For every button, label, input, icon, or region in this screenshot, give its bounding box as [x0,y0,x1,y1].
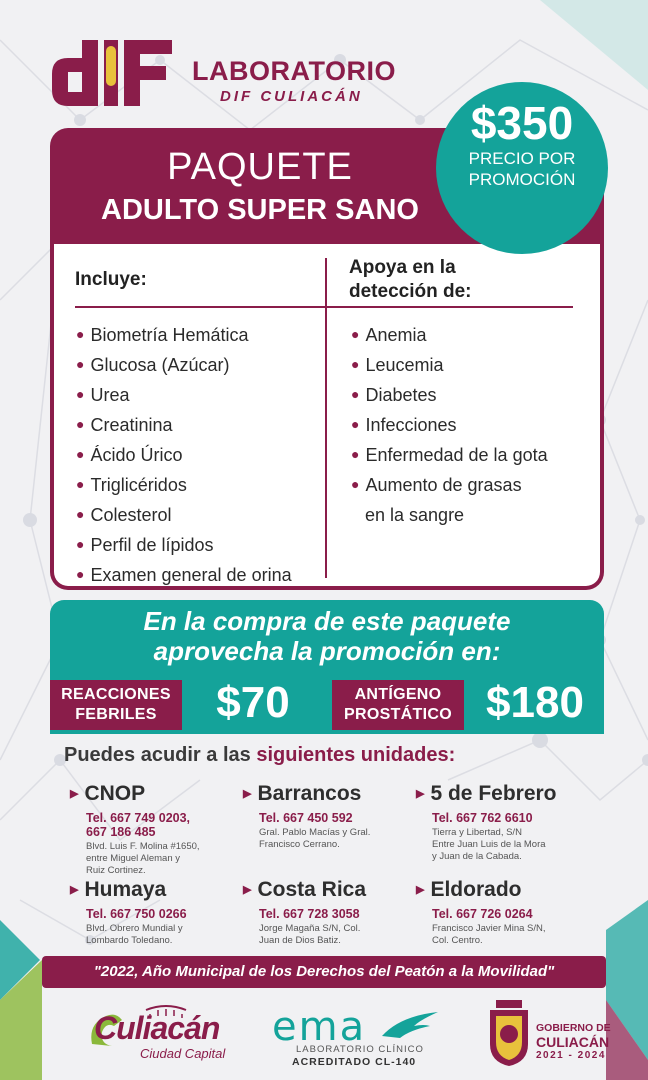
bullet-icon: ● [76,476,85,492]
dif-logo [48,36,176,110]
price-badge [436,82,608,254]
list-item: ● Leucemia [351,355,444,375]
triangle-icon: ▶ [243,788,252,800]
culiacan-wordmark: Culiacán [94,1010,220,1046]
bullet-icon: ● [351,356,360,372]
package-name: ADULTO SUPER SANO [101,194,419,226]
list-item: ● Enfermedad de la gota [351,445,548,465]
includes-list [76,321,292,591]
bullet-icon: ● [76,386,85,402]
list-item: ● Creatinina [76,415,173,435]
unit-humaya: ▶ Humaya Tel. 667 750 0266 Blvd. Obrero Mundial y Lombardo Toledano. [70,878,187,946]
slogan: "2022, Año Municipal de los Derechos del Peatón a la Movilidad" [93,963,555,980]
lab-title: LABORATORIO [192,56,396,86]
price-amount: $350 [470,97,574,149]
gobierno-years: 2021 - 2024 [536,1050,606,1061]
triangle-icon: ▶ [416,788,425,800]
detects-heading-line1: Apoya en la [349,257,456,278]
bullet-icon: ● [351,326,360,342]
ema-line2: ACREDITADO CL-140 [292,1056,417,1068]
list-item: ● Biometría Hemática [76,325,249,345]
triangle-icon: ▶ [243,884,252,896]
triangle-icon: ▶ [70,884,79,896]
culiacan-subtitle: Ciudad Capital [140,1046,226,1061]
offer-name-febriles: REACCIONES FEBRILES [50,680,182,730]
list-item: ● Anemia [351,325,427,345]
list-item: ● Glucosa (Azúcar) [76,355,230,375]
eagle-icon [380,1010,440,1040]
bullet-icon: ● [351,386,360,402]
offer-price-febriles: $70 [216,678,290,727]
list-item: ● Infecciones [351,415,457,435]
price-label [436,148,608,190]
list-item-continuation: en la sangre [365,505,465,525]
package-title: PAQUETE [167,146,353,188]
bullet-icon: ● [76,566,85,582]
bullet-icon: ● [76,356,85,372]
lab-subtitle: DIF CULIACÁN [220,88,363,105]
list-item: ● Ácido Úrico [76,445,183,465]
promo-text [50,606,604,666]
list-item: ● Triglicéridos [76,475,187,495]
list-item: ● Urea [76,385,130,405]
ema-line1: LABORATORIO CLÍNICO [296,1044,424,1055]
gobierno-line1: GOBIERNO DE [536,1022,611,1034]
unit-eldorado: ▶ Eldorado Tel. 667 726 0264 Francisco Javier Mina S/N, Col. Centro. [416,878,546,946]
unit-cnop: ▶ CNOP Tel. 667 749 0203, 667 186 485 Blvd. Luis F. Molina #1650, entre Miguel Aleman y Ruiz Cortinez. [70,782,200,876]
bullet-icon: ● [351,446,360,462]
offer-price-prostatico: $180 [486,678,584,727]
gobierno-line2: CULIACÁN [536,1034,610,1050]
ema-wordmark: ema [272,1004,367,1050]
detects-list [351,321,548,530]
price-label-line2: PROMOCIÓN [468,170,576,189]
detects-heading-line2: detección de: [349,281,472,302]
triangle-icon: ▶ [416,884,425,896]
list-item: ● Colesterol [76,505,172,525]
list-item: ● Aumento de grasas [351,475,522,495]
bullet-icon: ● [351,416,360,432]
triangle-icon: ▶ [70,788,79,800]
unit-barrancos: ▶ Barrancos Tel. 667 450 592 Gral. Pablo Macías y Gral. Francisco Cerrano. [243,782,371,850]
list-item: ● Perfil de lípidos [76,535,214,555]
heading-underline [75,306,573,308]
bullet-icon: ● [76,416,85,432]
includes-heading: Incluye: [75,269,147,290]
bullet-icon: ● [76,506,85,522]
bullet-icon: ● [76,536,85,552]
list-item: ● Diabetes [351,385,437,405]
promo-line1: En la compra de este paquete [143,606,511,636]
price-label-line1: PRECIO POR [468,149,576,168]
bullet-icon: ● [351,476,360,492]
unit-5-de-febrero: ▶ 5 de Febrero Tel. 667 762 6610 Tierra y Libertad, S/N Entre Juan Luis de la Mora y Juan de la Cabada. [416,782,557,862]
list-item: ● Examen general de orina [76,565,292,585]
bullet-icon: ● [76,446,85,462]
bullet-icon: ● [76,326,85,342]
unit-costa-rica: ▶ Costa Rica Tel. 667 728 3058 Jorge Magaña S/N, Col. Juan de Dios Batiz. [243,878,367,946]
offer-name-prostatico: ANTÍGENO PROSTÁTICO [332,680,464,730]
promo-line2: aprovecha la promoción en: [153,636,501,666]
culiacan-coat-of-arms-icon [488,1000,530,1066]
detects-heading [349,256,471,304]
units-title: Puedes acudir a las siguientes unidades: [64,744,456,766]
